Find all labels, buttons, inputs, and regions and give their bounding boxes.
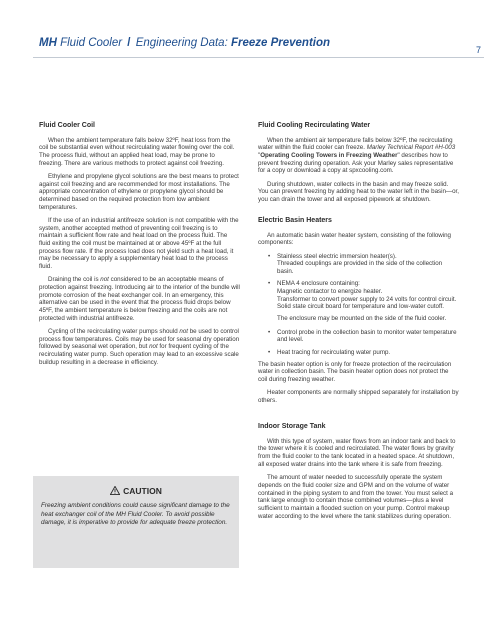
heaters-intro: An automatic basin water heater system, consisting of the following components: <box>258 231 451 247</box>
recirc-paragraph-2: During shutdown, water collects in the basin and may freeze solid. You can prevent freezing by adding heat to the water left in the basin—or, you can drain the tower and all exposed pipework at shutdown. <box>258 180 459 203</box>
header-section: Engineering Data: <box>135 37 228 49</box>
storage-paragraph-2: The amount of water needed to successfully operate the system depends on the fluid cooler size and GPM and on the volume of water contained in the piping system to and from the tower. You must select a tank large enough to contain those combined volumes—plus a level sufficient to maintain a flooded suction on your pump. Control makeup water according to the level where the tank stabilizes during operation. <box>258 474 454 520</box>
header-topic: Freeze Prevention <box>230 37 331 49</box>
coil-paragraph-3: If the use of an industrial antifreeze solution is not compatible with the system, another accepted method of preventing coil freezing is to maintain a sufficient flow rate and heat load on the process fluid. The fluid exiting the coil must be maintained at or above 45ºF at the full process flow rate. If the process load does not yield such a heat load, it may be necessary to apply a supplementary heat load to the process fluid. <box>39 216 239 271</box>
list-item: • NEMA 4 enclosure containing: Magnetic contactor to energize heater. Transformer to convert power supply to 24 volts for control circuit. Solid state circuit board for temperature and low-water cutoff. <box>277 280 459 311</box>
caution-heading <box>41 486 231 496</box>
heater-components-list-2 <box>258 329 459 357</box>
header-title <box>39 37 330 49</box>
section-title-recirculating-water: Fluid Cooling Recirculating Water <box>258 122 371 129</box>
coil-paragraph-5: Cycling of the recirculating water pumps should not be used to control process flow temperatures. Coils may be used for seasonal dry operation followed by seasonal wet operation, but not for frequent cycling of the recirculating water pump. Such operation may lead to an excessive scale buildup resulting in a decrease in efficiency. <box>39 327 240 366</box>
header-product-rest: Fluid Cooler <box>60 37 123 49</box>
section-title-fluid-cooler-coil: Fluid Cooler Coil <box>39 122 95 129</box>
list-item: • Control probe in the collection basin to monitor water temperature and level. <box>277 329 459 344</box>
caution-box <box>33 476 239 568</box>
header-rule <box>33 57 484 58</box>
list-item: • Stainless steel electric immersion heater(s). Threaded couplings are provided in the side of the collection basin. <box>277 253 459 276</box>
coil-paragraph-1: When the ambient temperature falls below 32ºF, heat loss from the coil be substantial even without recirculating water flowing over the coil. The process fluid, without an applied heat load, may be prone to freezing. There are various methods to protect against coil freezing. <box>39 136 235 167</box>
list-item: • Heat tracing for recirculating water pump. <box>277 349 459 357</box>
section-title-electric-basin-heaters: Electric Basin Heaters <box>258 217 332 225</box>
heaters-paragraph-1: The basin heater option is only for freeze protection of the recirculation water in collection basin. The basin heater option does not protect the coil during freezing weather. <box>258 360 452 384</box>
warning-icon <box>110 486 120 495</box>
header-separator: / <box>127 37 131 49</box>
right-column <box>258 121 459 526</box>
heater-components-list <box>258 253 459 311</box>
section-title-indoor-storage-tank: Indoor Storage Tank <box>258 423 326 431</box>
heaters-paragraph-2: Heater components are normally shipped separately for installation by others. <box>258 389 459 405</box>
left-column <box>39 121 240 372</box>
caution-label: CAUTION <box>123 486 162 496</box>
page-number: 7 <box>475 45 481 55</box>
recirc-paragraph-1: When the ambient air temperature falls below 32ºF, the recirculating water within the fluid cooler can freeze. Marley Technical Report #H-003 "Operating Cooling Towers in Freezing Weather" describes how to prevent freezing during operation. Ask your Marley sales representative for a copy or download a copy at spxcooling.com. <box>258 136 456 175</box>
page-header <box>39 37 484 57</box>
coil-paragraph-4: Draining the coil is not considered to be an acceptable means of protection against freezing. Introducing air to the interior of the bundle will promote corrosion of the heat exchanger coil. In an emergency, this alternative can be used in the event that the process fluid drops below 45ºF, the ambient temperature is below freezing and the coils are not protected with industrial antifreeze. <box>39 276 240 322</box>
storage-paragraph-1: With this type of system, water flows from an indoor tank and back to the tower where it is cooled and recirculated. The water flows by gravity from the fluid cooler to the tank located in a heated space. At shutdown, all exposed water drains into the tank where it is safe from freezing. <box>258 437 456 468</box>
caution-text: Freezing ambient conditions could cause significant damage to the heat exchanger coil of the MH Fluid Cooler. To avoid possible damage, it is imperative to provide for adequate freeze protection. <box>41 502 230 527</box>
coil-paragraph-2: Ethylene and propylene glycol solutions are the best means to protect against coil freezing and are recommended for most installations. The appropriate concentration of ethylene or propylene glycol should be determined based on the required protection from low ambient temperatures. <box>39 172 239 211</box>
header-product: MH <box>39 37 57 49</box>
enclosure-note: The enclosure may be mounted on the side of the fluid cooler. <box>277 315 447 323</box>
